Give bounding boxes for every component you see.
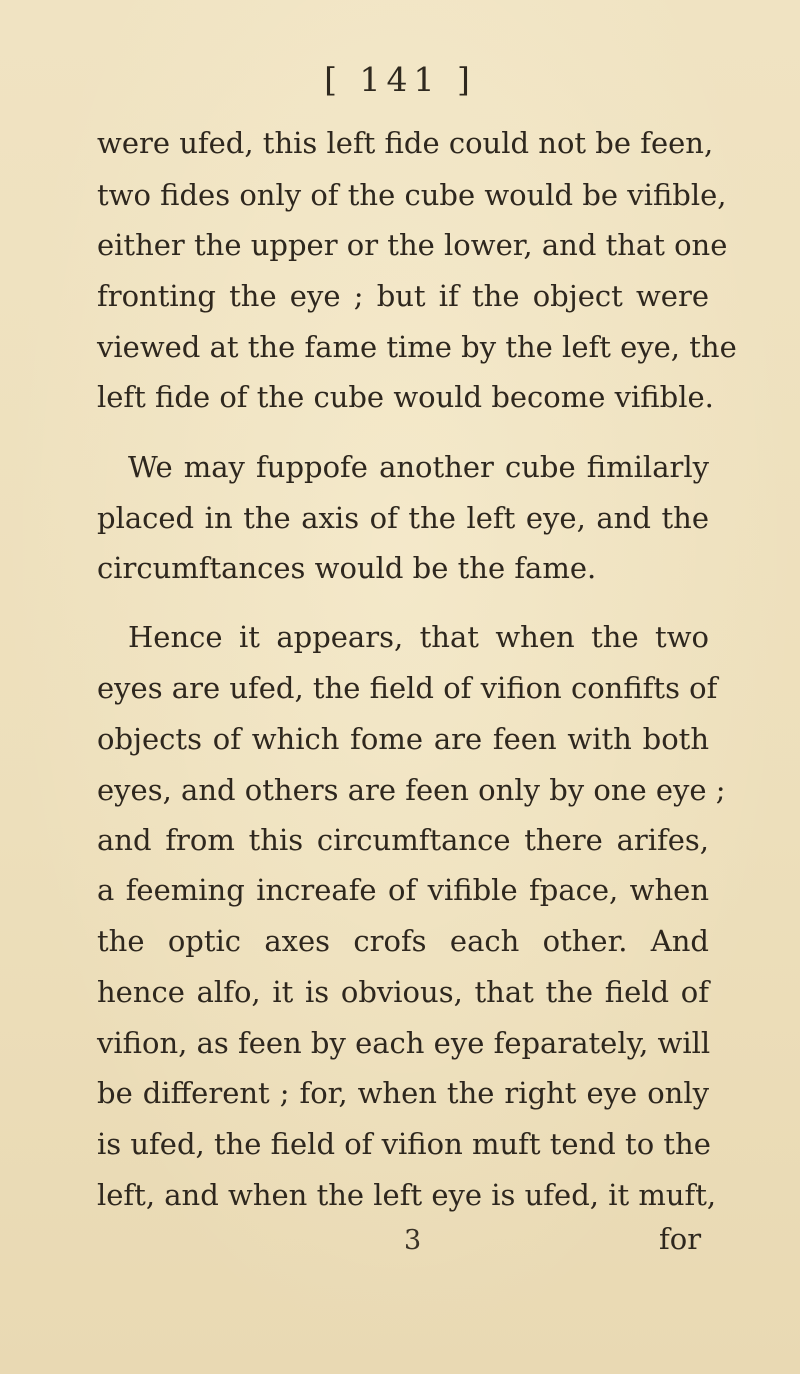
paragraph-start-line: Hence it appears, that when the two <box>128 620 709 654</box>
page-number-header: [ 141 ] <box>324 60 476 99</box>
paragraph-start-line: We may fuppofe another cube fimilarly <box>128 450 709 484</box>
text-line: two fides only of the cube would be vifible, <box>97 178 727 212</box>
text-line: eyes, and others are feen only by one eye ; <box>97 773 726 807</box>
text-line: left, and when the left eye is ufed, it muft, <box>97 1178 717 1212</box>
text-line: were ufed, this left fide could not be feen, <box>97 126 714 160</box>
text-line: viewed at the fame time by the left eye, the <box>97 330 737 364</box>
text-line: and from this circumftance there arifes, <box>97 823 709 857</box>
text-line: hence alfo, it is obvious, that the field of <box>97 975 709 1009</box>
text-line: eyes are ufed, the field of vifion confifts of <box>97 671 718 705</box>
text-line: fronting the eye ; but if the object were <box>97 279 709 313</box>
text-line: a feeming increafe of vifible fpace, when <box>97 873 709 907</box>
text-line: be different ; for, when the right eye only <box>97 1076 709 1110</box>
text-line: left fide of the cube would become vifible. <box>97 380 714 414</box>
text-line: vifion, as feen by each eye feparately, will <box>97 1026 711 1060</box>
catchword: for <box>659 1222 702 1256</box>
text-line: objects of which fome are feen with both <box>97 722 709 756</box>
text-line: either the upper or the lower, and that one <box>97 228 728 262</box>
signature-mark: 3 <box>404 1225 422 1256</box>
text-line: is ufed, the field of vifion muft tend to the <box>97 1127 711 1161</box>
text-line: placed in the axis of the left eye, and the <box>97 501 709 535</box>
text-line: circumftances would be the fame. <box>97 551 597 585</box>
text-line: the optic axes crofs each other. And <box>97 924 709 958</box>
